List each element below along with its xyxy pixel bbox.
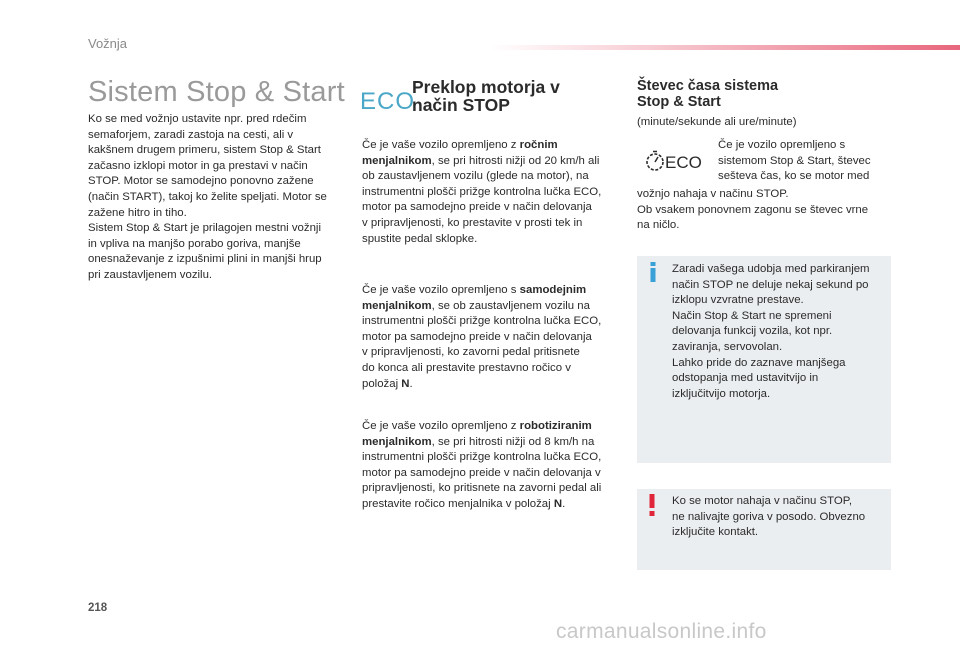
- eco-icon: ECO: [360, 88, 416, 115]
- section-title: Vožnja: [88, 36, 128, 51]
- text-line: vožnjo nahaja v načinu STOP.: [637, 188, 789, 200]
- info-box-text: [672, 262, 870, 402]
- text-line: menjalnikom, se pri hitrosti nižji od 20 km/h ali: [362, 154, 600, 167]
- text-line: Ko se motor nahaja v načinu STOP,: [672, 495, 853, 507]
- text-line: kakšnem drugem primeru, sistem Stop & Start: [88, 144, 321, 157]
- text-line: Če je vaše vozilo opremljeno z ročnim: [362, 139, 558, 151]
- text-line: onesnaževanje z izpušnimi plini in manjši hrup: [88, 253, 322, 266]
- text-line: ob zaustavljenem vozilu (glede na motor), na: [362, 170, 589, 183]
- counter-units: (minute/sekunde ali ure/minute): [637, 116, 797, 128]
- text-line: motor pa samodejno preide v način delovanja: [362, 330, 592, 343]
- text-line: na ničlo.: [637, 219, 680, 232]
- header-accent-line: [490, 45, 960, 50]
- heading-line: način STOP: [412, 95, 510, 115]
- text-line: pri zaustavljenem vozilu.: [88, 268, 213, 281]
- text-line: Zaradi vašega udobja med parkiranjem: [672, 263, 870, 275]
- text-line: Če je vaše vozilo opremljeno z robotiziranim: [362, 420, 592, 432]
- text-line: sistemom Stop & Start, števec: [718, 154, 871, 167]
- text-line: in vpliva na manjšo porabo goriva, manjše: [88, 237, 301, 250]
- page-title: Sistem Stop & Start: [88, 76, 345, 108]
- text-line: prestavite ročico menjalnika v položaj N.: [362, 497, 566, 510]
- heading-line: Stop & Start: [637, 93, 721, 110]
- text-line: menjalnikom, se ob zaustavljenem vozilu na: [362, 299, 590, 312]
- text-line: sešteva čas, ko se motor med: [718, 170, 870, 183]
- heading-line: Preklop motorja v: [412, 77, 560, 97]
- text-line: Način Stop & Start ne spremeni: [672, 309, 832, 322]
- text-line: STOP. Motor se samodejno ponovno zažene: [88, 175, 314, 188]
- eco-timer-icon: [645, 148, 705, 174]
- text-line: v pripravljenosti, ko zavorni pedal pritisnete: [362, 346, 580, 359]
- counter-description-right: [718, 138, 871, 185]
- text-line: izključite kontakt.: [672, 526, 759, 539]
- timer-icon-label: ECO: [665, 153, 702, 172]
- manual-gearbox-paragraph: [362, 138, 622, 247]
- heading-line: Števec časa sistema: [637, 78, 779, 94]
- text-line: začasno izklopi motor in ga prestavi v način: [88, 159, 308, 172]
- robotized-gearbox-paragraph: [362, 419, 622, 513]
- stop-section-heading: [412, 78, 560, 114]
- text-line: ne nalivajte goriva v posodo. Obvezno: [672, 510, 866, 523]
- text-line: položaj N.: [362, 377, 413, 390]
- stopwatch-icon: [645, 148, 705, 174]
- text-line: pripravljenosti, ko pritisnete na zavorni pedal ali: [362, 482, 602, 495]
- text-line: spustite pedal sklopke.: [362, 232, 478, 245]
- text-line: motor pa samodejno preide v način delovanja v: [362, 466, 601, 479]
- text-line: Če je vaše vozilo opremljeno s samodejnim: [362, 284, 587, 296]
- text-line: izklopu vzvratne prestave.: [672, 294, 804, 307]
- text-line: (način START), takoj ko želite speljati. Motor se: [88, 190, 327, 203]
- text-line: Lahko pride do zaznave manjšega: [672, 356, 846, 369]
- counter-section-heading: [637, 79, 778, 110]
- text-line: instrumentni plošči prižge kontrolna lučka ECO,: [362, 451, 602, 464]
- text-line: izključitvijo motorja.: [672, 387, 771, 400]
- text-line: odstopanja med ustavitvijo in: [672, 372, 819, 385]
- text-line: zažene hitro in tiho.: [88, 206, 187, 219]
- warning-box-text: [672, 494, 865, 541]
- text-line: Ko se med vožnjo ustavite npr. pred rdečim: [88, 113, 307, 125]
- text-line: do konca ali prestavite prestavno ročico v: [362, 361, 571, 374]
- text-line: Sistem Stop & Start je prilagojen mestni vožnji: [88, 222, 321, 235]
- counter-description: [637, 187, 887, 234]
- info-icon: [647, 262, 659, 282]
- text-line: instrumentni plošči prižge kontrolna lučka ECO,: [362, 315, 602, 328]
- automatic-gearbox-paragraph: [362, 283, 622, 392]
- text-line: zaviranja, servovolan.: [672, 340, 783, 353]
- text-line: menjalnikom, se pri hitrosti nižji od 8 km/h na: [362, 435, 595, 448]
- text-line: delovanja funkcij vozila, kot npr.: [672, 325, 833, 338]
- watermark: carmanualsonline.info: [556, 620, 767, 643]
- text-line: Če je vozilo opremljeno s: [718, 139, 846, 151]
- text-line: v pripravljenosti, ko prestavite v prosti tek in: [362, 216, 583, 229]
- text-line: instrumentni plošči prižge kontrolna lučka ECO,: [362, 185, 602, 198]
- text-line: motor pa samodejno preide v način delovanja: [362, 201, 592, 214]
- intro-paragraph: [88, 112, 343, 284]
- text-line: način STOP ne deluje nekaj sekund po: [672, 278, 869, 291]
- page-number: 218: [88, 602, 108, 614]
- warning-icon: [646, 494, 658, 516]
- text-line: semaforjem, zaradi zastoja na cesti, ali v: [88, 128, 294, 141]
- text-line: Ob vsakem ponovnem zagonu se števec vrne: [637, 203, 869, 216]
